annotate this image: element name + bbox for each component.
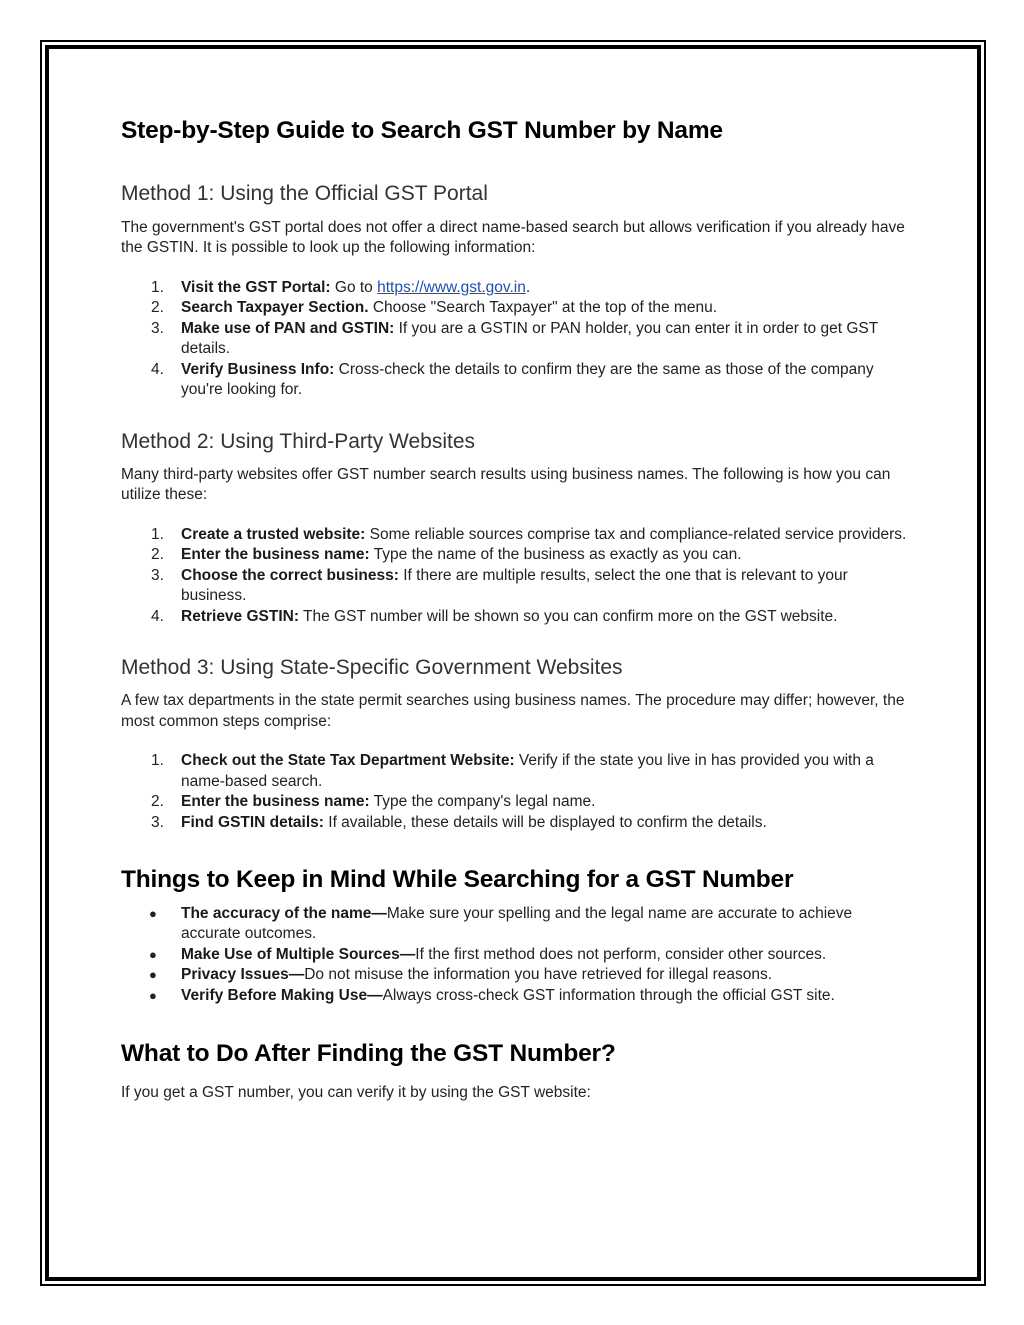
step-text: Type the name of the business as exactly as you can. (369, 546, 742, 564)
step-text: If available, these details will be displayed to confirm the details. (323, 813, 767, 831)
list-item (121, 525, 911, 546)
step-number: 3. (151, 566, 164, 584)
step-label: Visit the GST Portal: (181, 278, 331, 296)
list-item (121, 278, 911, 299)
list-item (121, 298, 911, 319)
step-label: Check out the State Tax Department Website: (181, 752, 515, 770)
list-item (121, 792, 911, 813)
bullet-label: Privacy Issues— (181, 966, 305, 984)
bullet-icon: ● (149, 946, 157, 962)
step-label: Create a trusted website: (181, 525, 366, 543)
bullet-icon: ● (149, 967, 157, 983)
step-number: 2. (151, 793, 164, 811)
list-item (121, 360, 911, 401)
method2-heading: Method 2: Using Third-Party Websites (121, 429, 476, 453)
step-number: 3. (151, 319, 164, 337)
step-number: 1. (151, 525, 164, 543)
list-item (121, 945, 911, 966)
step-label: Find GSTIN details: (181, 813, 324, 831)
step-label: Enter the business name: (181, 546, 370, 564)
method3-steps (121, 751, 911, 833)
keep-in-mind-heading: Things to Keep in Mind While Searching for a GST Number (121, 866, 794, 894)
step-text: Verify if the state you live in has provided you with a name-based search. (181, 752, 874, 790)
step-number: 1. (151, 752, 164, 770)
method3-heading: Method 3: Using State-Specific Government Websites (121, 656, 623, 680)
method1-steps (121, 278, 911, 401)
step-text: Choose "Search Taxpayer" at the top of the menu. (368, 299, 718, 317)
list-item (121, 965, 911, 986)
bullet-label: Verify Before Making Use— (181, 986, 383, 1004)
step-text: The GST number will be shown so you can confirm more on the GST website. (299, 607, 838, 625)
document-body (121, 116, 911, 1103)
step-text: If there are multiple results, select the one that is relevant to your business. (181, 566, 848, 605)
step-number: 3. (151, 813, 164, 831)
step-text: Cross-check the details to confirm they are the same as those of the company you're looking for. (181, 360, 874, 399)
step-number: 2. (151, 546, 164, 564)
list-item (121, 904, 911, 945)
gst-portal-link[interactable]: https://www.gst.gov.in (377, 278, 526, 296)
page-title: Step-by-Step Guide to Search GST Number by Name (121, 117, 723, 144)
bullet-text: Do not misuse the information you have retrieved for illegal reasons. (304, 966, 773, 984)
after-finding-intro: If you get a GST number, you can verify it by using the GST website: (121, 1083, 591, 1101)
step-text: Some reliable sources comprise tax and compliance-related service providers. (365, 525, 907, 543)
list-item (121, 319, 911, 360)
list-item (121, 607, 911, 628)
bullet-text: Make sure your spelling and the legal name are accurate to achieve accurate outcomes. (181, 904, 853, 943)
step-text-end: . (525, 278, 531, 296)
bullet-icon: ● (149, 987, 157, 1003)
step-label: Verify Business Info: (181, 360, 335, 378)
list-item (121, 566, 911, 607)
bullet-icon: ● (149, 905, 157, 921)
list-item (121, 751, 911, 792)
step-number: 2. (151, 299, 164, 317)
method3-intro: A few tax departments in the state permit searches using business names. The procedure may differ; however, the most common steps comprise: (121, 692, 905, 730)
after-finding-heading: What to Do After Finding the GST Number? (121, 1040, 616, 1068)
step-label: Retrieve GSTIN: (181, 607, 300, 625)
bullet-label: Make Use of Multiple Sources— (181, 945, 416, 963)
method1-heading: Method 1: Using the Official GST Portal (121, 182, 488, 206)
step-label: Make use of PAN and GSTIN: (181, 319, 395, 337)
list-item (121, 545, 911, 566)
step-text: If you are a GSTIN or PAN holder, you can enter it in order to get GST details. (181, 319, 878, 358)
method2-intro: Many third-party websites offer GST number search results using business names. The following is how you can utilize these: (121, 465, 891, 504)
method2-steps (121, 525, 911, 628)
step-label: Choose the correct business: (181, 566, 399, 584)
bullet-label: The accuracy of the name— (181, 904, 387, 922)
step-label: Enter the business name: (181, 793, 370, 811)
bullet-text: If the first method does not perform, consider other sources. (415, 945, 827, 963)
step-text: Type the company's legal name. (369, 793, 596, 811)
step-label: Search Taxpayer Section. (181, 299, 369, 317)
step-number: 4. (151, 607, 164, 625)
step-number: 1. (151, 278, 164, 296)
step-number: 4. (151, 360, 164, 378)
bullet-text: Always cross-check GST information through the official GST site. (382, 986, 835, 1004)
step-text: Go to (330, 278, 378, 296)
list-item (121, 986, 911, 1007)
keep-in-mind-list (121, 904, 911, 1007)
list-item (121, 813, 911, 834)
method1-intro: The government's GST portal does not offer a direct name-based search but allows verification if you already have the GSTIN. It is possible to look up the following information: (121, 218, 905, 257)
